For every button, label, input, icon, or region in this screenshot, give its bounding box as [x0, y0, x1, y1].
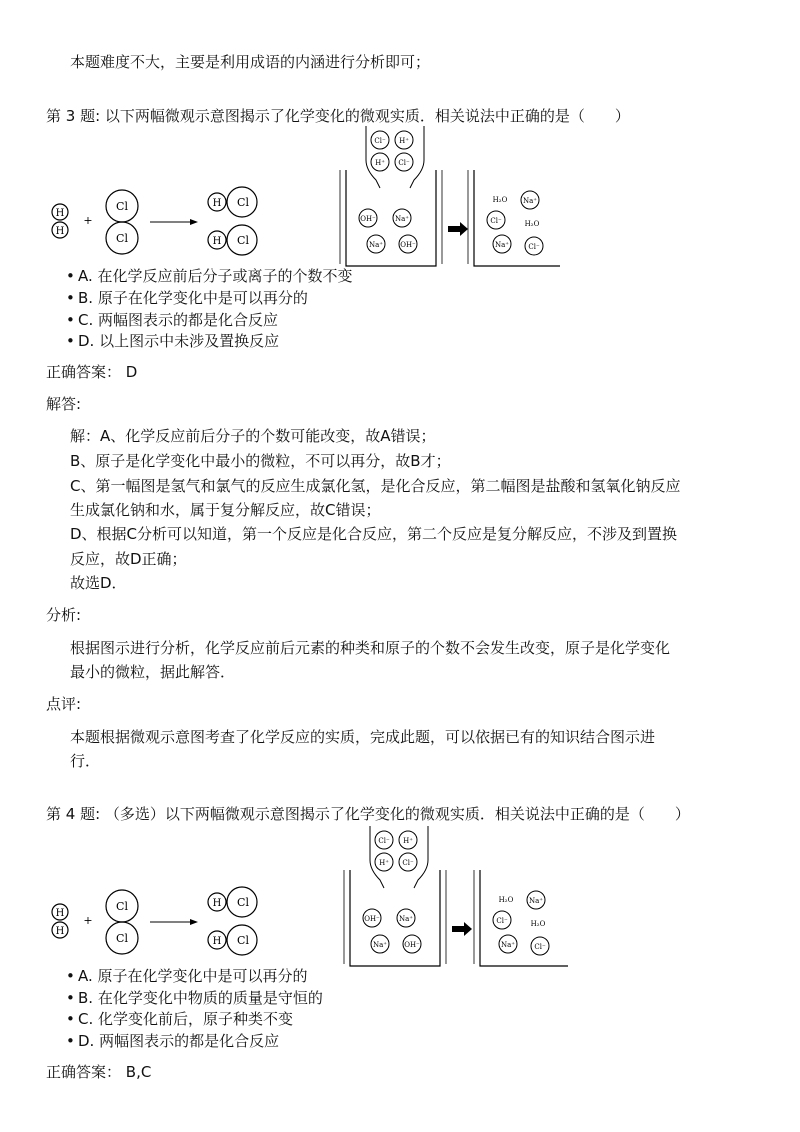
q3-reaction-arrow — [150, 219, 198, 225]
q3-beaker-right — [468, 170, 560, 266]
q3-analysis-label: 分析: — [46, 606, 82, 624]
plus-sign: + — [83, 214, 93, 227]
intro-line: 本题难度不大，主要是利用成语的内涵进行分析即可； — [70, 53, 431, 71]
atom-label: H — [212, 236, 222, 247]
q3-bold-arrow — [448, 222, 468, 236]
q3-dropper — [366, 126, 424, 188]
q4-h2-molecule — [52, 904, 68, 938]
q3-solution-line: 故选D． — [70, 574, 127, 592]
q3-solution-line: C、第一幅图是氢气和氯气的反应生成氯化氢，是化合反应，第二幅图是盐酸和氢氧化钠反应 — [70, 477, 681, 495]
ion-label: Cl⁻ — [378, 837, 390, 845]
q3-solution-line: 解：A、化学反应前后分子的个数可能改变，故A错误； — [70, 427, 436, 445]
ion-label: Cl⁻ — [398, 159, 410, 167]
molecule-label: H₂O — [530, 920, 546, 928]
ion-label: H⁺ — [403, 837, 413, 845]
ion-label: Na⁺ — [369, 241, 383, 249]
atom-label: Cl — [237, 896, 249, 909]
q3-analysis-line: 最小的微粒，据此解答． — [70, 663, 236, 681]
q3-solution-label: 解答: — [46, 395, 82, 413]
q3-analysis-line: 根据图示进行分析，化学反应前后元素的种类和原子的个数不会发生改变，原子是化学变化 — [70, 639, 671, 657]
molecule-label: H₂O — [492, 196, 508, 204]
q4-answer — [46, 1062, 151, 1082]
q4-title: 第 4 题: （多选）以下两幅微观示意图揭示了化学变化的微观实质．相关说法中正确的是（ ） — [46, 805, 690, 823]
q3-option-b: • B. 原子在化学变化中是可以再分的 — [78, 288, 308, 308]
q3-cl2-molecule — [106, 190, 138, 254]
q4-option-c: • C. 化学变化前后，原子种类不变 — [78, 1009, 293, 1029]
atom-label: Cl — [237, 934, 249, 947]
q4-dropper — [370, 826, 428, 888]
q3-comment-line: 本题根据微观示意图考查了化学反应的实质，完成此题，可以依据已有的知识结合图示进 — [70, 728, 656, 746]
q4-figure — [40, 826, 560, 968]
q4-beaker-right — [474, 870, 568, 966]
q3-hcl-molecules — [208, 187, 257, 255]
answer-value: B,C — [125, 1063, 152, 1081]
q4-hcl-molecules — [208, 887, 257, 955]
ion-label: Cl⁻ — [534, 943, 546, 951]
atom-label: Cl — [116, 932, 128, 945]
ion-label: Na⁺ — [373, 941, 387, 949]
answer-label: 正确答案： — [46, 1063, 122, 1081]
answer-label: 正确答案： — [46, 363, 122, 381]
ion-label: Cl⁻ — [490, 217, 502, 225]
atom-label: H — [212, 198, 222, 209]
ion-label: Cl⁻ — [528, 243, 540, 251]
q4-reaction-arrow — [150, 919, 198, 925]
q3-option-d: • D. 以上图示中未涉及置换反应 — [78, 331, 279, 351]
plus-sign: + — [83, 914, 93, 927]
ion-label: H⁺ — [379, 859, 389, 867]
ion-label: H⁺ — [375, 159, 385, 167]
ion-label: Na⁺ — [395, 215, 409, 223]
ion-label: OH⁻ — [400, 241, 416, 249]
ion-label: Na⁺ — [523, 197, 537, 205]
q3-comment-label: 点评: — [46, 695, 82, 713]
atom-label: H — [212, 898, 222, 909]
q4-option-d: • D. 两幅图表示的都是化合反应 — [78, 1031, 279, 1051]
ion-label: OH⁻ — [404, 941, 420, 949]
q3-solution-line: 生成氯化钠和水，属于复分解反应，故C错误； — [70, 501, 381, 519]
ion-label: Na⁺ — [529, 897, 543, 905]
atom-label: Cl — [237, 196, 249, 209]
q4-beaker-left — [344, 870, 446, 966]
q3-solution-line: B、原子是化学变化中最小的微粒，不可以再分，故B才； — [70, 452, 451, 470]
ion-label: Na⁺ — [399, 915, 413, 923]
ion-label: Na⁺ — [501, 941, 515, 949]
atom-label: H — [55, 208, 65, 219]
q3-option-c: • C. 两幅图表示的都是化合反应 — [78, 310, 278, 330]
ion-label: OH⁻ — [364, 915, 380, 923]
ion-label: H⁺ — [399, 137, 409, 145]
atom-label: Cl — [116, 900, 128, 913]
q3-h2-molecule — [52, 204, 68, 238]
ion-label: Cl⁻ — [374, 137, 386, 145]
q3-solution-line: D、根据C分析可以知道，第一个反应是化合反应，第二个反应是复分解反应，不涉及到置换 — [70, 525, 678, 543]
q3-figure — [40, 126, 540, 268]
q3-title: 第 3 题: 以下两幅微观示意图揭示了化学变化的微观实质．相关说法中正确的是（ ） — [46, 107, 630, 125]
atom-label: H — [55, 226, 65, 237]
q3-solution-line: 反应，故D正确； — [70, 550, 187, 568]
molecule-label: H₂O — [524, 220, 540, 228]
atom-label: Cl — [116, 232, 128, 245]
q3-answer — [46, 362, 137, 382]
q4-option-a: • A. 原子在化学变化中是可以再分的 — [78, 966, 308, 986]
q4-cl2-molecule — [106, 890, 138, 954]
ion-label: Cl⁻ — [402, 859, 414, 867]
ion-label: Na⁺ — [495, 241, 509, 249]
atom-label: H — [212, 936, 222, 947]
q3-option-a: • A. 在化学反应前后分子或离子的个数不变 — [78, 266, 353, 286]
atom-label: H — [55, 908, 65, 919]
atom-label: H — [55, 926, 65, 937]
ion-label: OH⁻ — [360, 215, 376, 223]
molecule-label: H₂O — [498, 896, 514, 904]
q3-comment-line: 行． — [70, 752, 101, 770]
ion-label: Cl⁻ — [496, 917, 508, 925]
q4-option-b: • B. 在化学变化中物质的质量是守恒的 — [78, 988, 323, 1008]
atom-label: Cl — [237, 234, 249, 247]
q3-beaker-left — [340, 170, 442, 266]
atom-label: Cl — [116, 200, 128, 213]
q4-bold-arrow — [452, 922, 472, 936]
answer-value: D — [125, 363, 138, 381]
